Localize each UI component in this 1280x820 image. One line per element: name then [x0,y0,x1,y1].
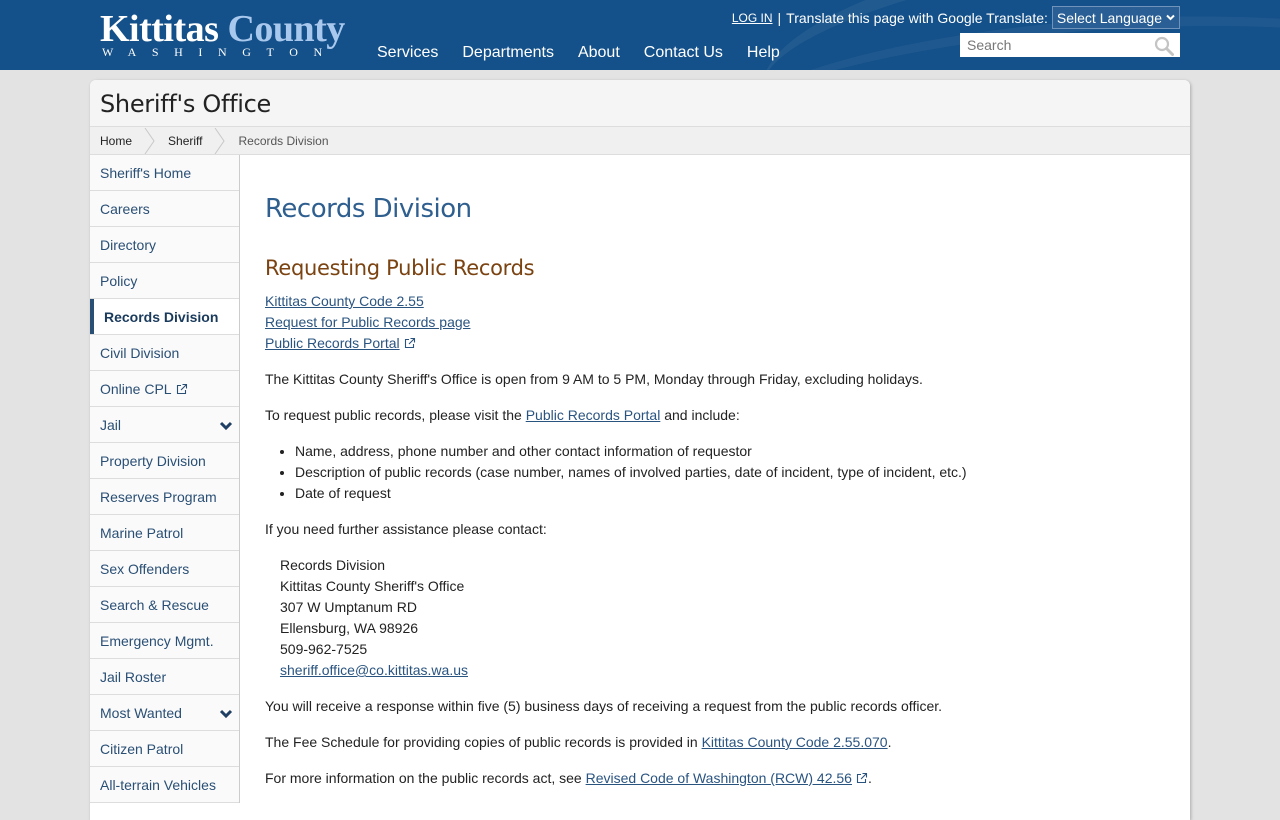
sidebar-item-property-division[interactable] [90,443,239,479]
assistance-text: If you need further assistance please contact: [265,521,547,537]
page-title: Records Division [265,194,472,224]
contact-address [280,555,1165,681]
sidebar-item-label: Emergency Mgmt. [100,632,214,649]
address-line: 307 W Umptanum RD [280,599,417,615]
sidebar-item-jail[interactable] [90,407,239,443]
sidebar-item-online-cpl[interactable] [90,371,239,407]
sidebar-item-sex-offenders[interactable] [90,551,239,587]
nav-departments[interactable]: Departments [462,44,554,61]
language-select[interactable] [1052,6,1180,29]
sidebar-item-directory[interactable] [90,227,239,263]
main-nav [377,43,804,63]
response-time-text: You will receive a response within five (5) business days of receiving a request from the public records officer. [265,698,943,714]
chevron-down-icon[interactable] [219,709,233,719]
external-link-icon [404,337,416,349]
chevron-down-icon[interactable] [219,421,233,431]
sidebar-item-careers[interactable] [90,191,239,227]
sidebar-item-label: Reserves Program [100,488,217,505]
sidebar-item-label: Most Wanted [100,704,182,721]
sidebar-item-sheriffs-home[interactable] [90,155,239,191]
sidebar-item-label: Citizen Patrol [100,740,184,757]
sidebar-item-label: Online CPL [100,380,172,397]
sidebar-item-policy[interactable] [90,263,239,299]
sidebar-item-label: Sheriff's Home [100,164,192,181]
utility-separator: | [777,9,782,26]
sidebar-item-label: Policy [100,272,138,289]
sidebar-item-records-division[interactable] [90,299,239,335]
sidebar-item-label: Civil Division [100,344,180,361]
main-content [265,155,1165,789]
fee-schedule-text [265,732,1165,753]
site-header [0,0,1280,70]
site-logo[interactable] [100,8,345,59]
sidebar-item-label: Search & Rescue [100,596,209,613]
translate-label: Translate this page with Google Translate: [786,9,1048,26]
address-line: Ellensburg, WA 98926 [280,620,419,636]
breadcrumb [90,127,1190,155]
language-select-value: Select Language [1056,9,1162,26]
rcw-text [265,768,1165,789]
sidebar-nav [90,155,240,803]
chevron-down-icon [1166,14,1175,21]
sidebar-item-jail-roster[interactable] [90,659,239,695]
link-public-records-portal[interactable]: Public Records Portal [265,335,400,351]
breadcrumb-sheriff[interactable]: Sheriff [168,133,203,148]
sidebar-item-all-terrain-vehicles[interactable] [90,767,239,803]
sidebar-item-citizen-patrol[interactable] [90,731,239,767]
link-county-code-2-55-070[interactable]: Kittitas County Code 2.55.070 [701,734,888,750]
breadcrumb-separator-icon [144,128,156,154]
breadcrumb-home[interactable]: Home [100,133,133,148]
sidebar-item-label: Jail [100,416,122,433]
email-link[interactable]: sheriff.office@co.kittitas.wa.us [280,662,468,678]
fee-text: . [887,734,892,750]
request-intro-text: To request public records, please visit the [265,407,526,423]
nav-about[interactable]: About [577,44,620,61]
sidebar-item-label: Jail Roster [100,668,167,685]
list-item: • Date of request [295,483,1165,504]
list-item: • Description of public records (case number, names of involved parties, date of incident, type of incident, etc.) [295,462,1165,483]
sidebar-item-label: All-terrain Vehicles [100,776,216,793]
request-intro-text: and include: [660,407,740,423]
sidebar-item-label: Directory [100,236,157,253]
sidebar-item-search-rescue[interactable] [90,587,239,623]
phone-number: 509-962-7525 [280,641,368,657]
external-link-icon [176,383,188,395]
login-link[interactable]: LOG IN [731,10,773,25]
sidebar-item-most-wanted[interactable] [90,695,239,731]
link-rcw-42-56[interactable]: Revised Code of Washington (RCW) 42.56 [585,770,852,786]
rcw-text-part: . [867,770,872,786]
nav-services[interactable]: Services [377,44,439,61]
sidebar-item-label: Careers [100,200,150,217]
sidebar-item-label: Marine Patrol [100,524,184,541]
search-input[interactable] [960,34,1150,56]
utility-bar [732,6,1180,29]
search-box [960,33,1180,57]
request-intro [265,405,1165,426]
search-icon[interactable] [1154,36,1174,56]
quick-links [265,291,1165,354]
external-link-icon [856,772,868,784]
department-title: Sheriff's Office [90,80,1190,127]
address-line: Kittitas County Sheriff's Office [280,578,465,594]
logo-kittitas: Kittitas [100,8,219,50]
section-title: Requesting Public Records [265,256,535,280]
nav-help[interactable]: Help [746,44,780,61]
fee-text: The Fee Schedule for providing copies of public records is provided in [265,734,702,750]
logo-washington: WASHINGTON [102,45,338,59]
sidebar-item-marine-patrol[interactable] [90,515,239,551]
page-container [90,80,1190,820]
sidebar-item-reserves-program[interactable] [90,479,239,515]
link-request-public-records-page[interactable]: Request for Public Records page [265,314,471,330]
address-line: Records Division [280,557,386,573]
sidebar-item-civil-division[interactable] [90,335,239,371]
requirements-list [295,441,1165,504]
nav-contact-us[interactable]: Contact Us [643,44,723,61]
breadcrumb-current: Records Division [238,133,329,148]
breadcrumb-separator-icon [214,128,226,154]
office-hours-text: The Kittitas County Sheriff's Office is open from 9 AM to 5 PM, Monday through Friday, excluding holidays. [265,371,923,387]
sidebar-item-label: Sex Offenders [100,560,190,577]
sidebar-item-label: Property Division [100,452,206,469]
logo-county: County [227,8,345,50]
list-item: • Name, address, phone number and other contact information of requestor [295,441,1165,462]
link-public-records-portal-inline[interactable]: Public Records Portal [525,407,661,423]
link-county-code-2-55[interactable]: Kittitas County Code 2.55 [265,293,424,309]
sidebar-item-emergency-mgmt[interactable] [90,623,239,659]
sidebar-item-label: Records Division [104,308,219,325]
rcw-text-part: For more information on the public records act, see [265,770,586,786]
